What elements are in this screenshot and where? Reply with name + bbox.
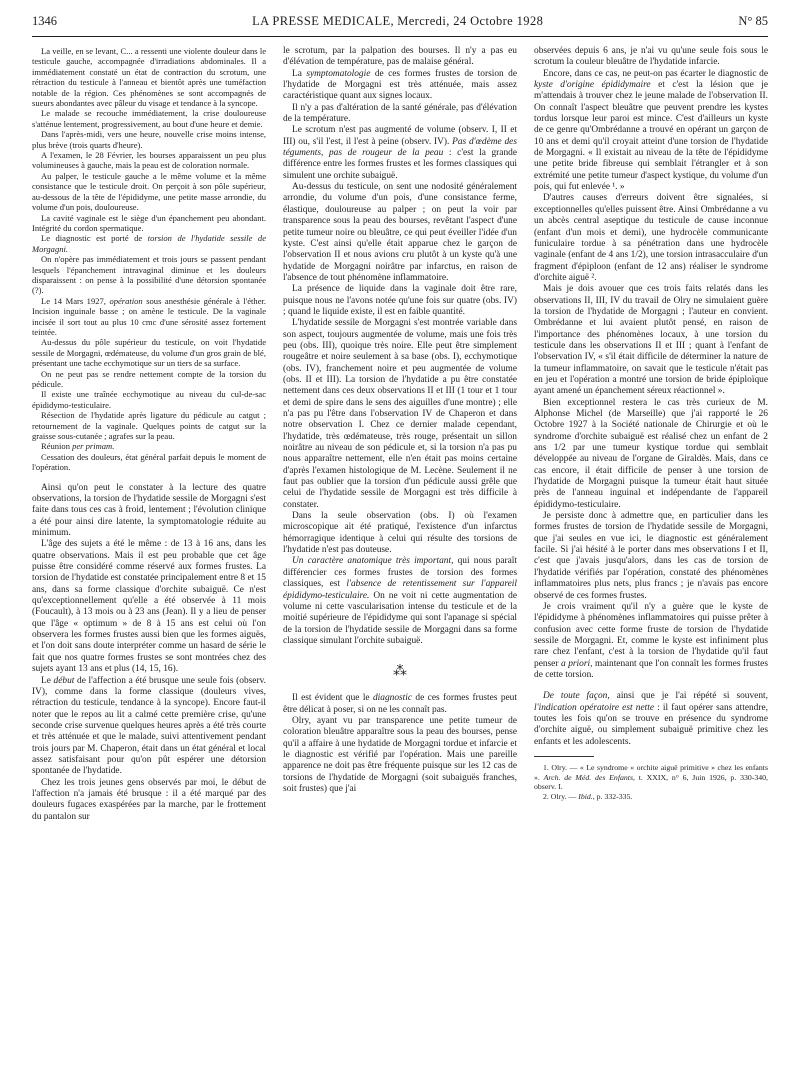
text-run: sous anesthésie générale à l'éther. Incision inguinale basse ; on amène le testicule. De la vaginale incisée il sort tout au plus 10 cmc d'une sérosité assez fortement teintée. <box>32 295 266 337</box>
paragraph: Au-dessus du pôle supérieur du testicule, on voit l'hydatide sessile de Morgagni, œdémateuse, du volume d'un gros grain de blé, présentant une tache ecchymotique sur un tiers de sa surface. <box>32 337 266 369</box>
text-run: Le scrotum n'est pas augmenté de volume (observ. I, II et III) ou, s'il l'est, il l'est à peine (observ. IV). <box>283 125 517 147</box>
paragraph <box>32 441 266 451</box>
text-run: La <box>292 68 307 79</box>
header-rule <box>32 36 768 37</box>
paragraph: Il n'y a pas d'altération de la santé générale, pas d'élévation de la température. <box>283 102 517 125</box>
paragraph: La cavité vaginale est le siège d'un épanchement peu abondant. Intégrité du cordon spermatique. <box>32 212 266 233</box>
footnote <box>534 763 768 792</box>
text-run: de ces formes frustes de torsion de l'hydatide de Morgagni est très atténuée, mais assez caractéristique quant aux signes locaux. <box>283 68 517 102</box>
italic-run: symptomatologie <box>306 68 371 79</box>
text-run: Le 14 Mars 1927, <box>41 295 110 306</box>
text-run: Encore, dans ce cas, ne peut-on pas écarter le diagnostic de <box>543 68 768 79</box>
italic-run: kyste d'origine épididymaire <box>534 80 651 91</box>
paragraph: A l'examen, le 28 Février, les bourses apparaissent un peu plus volumineuses à gauche, mais la peau est de coloration normale. <box>32 150 266 171</box>
text-run: Il est évident que le <box>292 693 373 704</box>
paragraph: Cessation des douleurs, état général parfait depuis le moment de l'opération. <box>32 451 266 473</box>
text-run: et c'est la lésion que je m'attendais à trouver chez le jeune malade de l'observation II. On connaît l'aspect bleuâtre que peuvent prendre les kystes tordus lorsque leur paroi est mince. C'est d'ailleurs un kyste de ce genre qu'Ombrédanne a trouvé en opérant un garçon de 10 ans et demi qu'il croyait atteint d'une torsion de l'hydatide de Morgagni. « Il existait au niveau de la tête de l'épididyme une petite bride fibreuse qui semblait l'étrangler et à son extrémité une petite tumeur d'aspect kystique, du volume d'un pois, qui fut enlevée ¹. » <box>534 80 768 193</box>
issue-date: Mercredi, 24 Octobre 1928 <box>397 14 544 28</box>
paragraph: Au-dessus du testicule, on sent une nodosité généralement arrondie, du volume d'un pois, d'une consistance ferme, élastique, douloureuse au palper ; on peut la voir par transparence sous la peau des bourses, revêtant l'aspect d'une petite tumeur noire ou bleuâtre, ce qui peut éveiller l'idée d'un kyste. C'est ainsi qu'elle était apparue chez le garçon de l'observation II et nous avions cru plutôt à un kyste qu'à une hydatide de Morgagni noirâtre par infarctus, en raison de l'absence de tout phénomène inflammatoire. <box>283 182 517 283</box>
italic-run: torsion de l'hydatide sessile de Morgagni. <box>32 233 267 254</box>
paragraph: Ainsi qu'on peut le constater à la lecture des quatre observations, la torsion de l'hydatide sessile de Morgagni s'est faite dans tous ces cas à froid, lentement ; l'évolution clinique a été pour ainsi dire latente, la symptomatologie réduite au minimum. <box>32 482 266 539</box>
column-1 <box>32 46 266 823</box>
column-2 <box>283 46 517 795</box>
text-run: Je crois vraiment qu'il n'y a guère que le kyste de l'épididyme à phénomènes inflammatoires qui puisse prêter à confusion avec cette forme fruste de torsion de l'hydatide sessile de Morgagni. Et, comme le kyste est infiniment plus rare chez l'enfant, c'est à la torsion de l'hydatide qu'il faut penser <box>534 601 768 669</box>
text-run: 2. Olry. — <box>543 791 579 801</box>
observation-text <box>32 46 266 473</box>
journal-title <box>252 14 543 29</box>
text-run: 1. Olry. — « Le syndrome « orchite aiguë primitive » chez les enfants ». <box>534 762 768 782</box>
text-run: On ne voit ni cette augmentation de volume ni cette vascularisation intense du testicule et de la moitié supérieure de l'épididyme qui sont l'apanage si spécial de la torsion de l'hydatide sessile de Morgagni dans sa forme classique simulant l'orchite subaiguë. <box>283 590 517 646</box>
paragraph: On n'opère pas immédiatement et trois jours se passent pendant lesquels l'épanchement intravaginal diminue et les douleurs disparaissent : on pense à la possibilité d'une détorsion spontanée (?). <box>32 254 266 296</box>
italic-run: Un caractère anatomique très important, <box>292 556 454 567</box>
paragraph: La présence de liquide dans la vaginale doit être rare, puisque nous ne l'avons notée qu'une fois sur quatre (obs. IV) ; quand le liquide existe, il est en faible quantité. <box>283 284 517 317</box>
text-run: maintenant que l'on connaît les formes frustes de cette torsion. <box>534 658 768 680</box>
paragraph <box>283 556 517 647</box>
column-3 <box>534 46 768 801</box>
footnote <box>534 792 768 802</box>
text-run: Réunion <box>41 441 73 452</box>
paragraph <box>534 602 768 681</box>
paragraph: Bien exceptionnel restera le cas très curieux de M. Alphonse Michel (de Marseille) que j'ai rapporté le 26 Octobre 1927 à la Société nationale de Chirurgie et où le syndrome d'orchite subaiguë est réalisé chez un enfant de 2 ans 1/2 par une tumeur kystique tordue qui semblait développée au niveau de l'organe de Giraldès. Mais, dans ce cas encore, il était difficile de penser à une torsion de l'hydatide de Morgagni puisque la tumeur était haut située près de l'anneau inguinal et indépendante de l'appareil épididymo-testiculaire. <box>534 397 768 510</box>
paragraph: Je persiste donc à admettre que, en particulier dans les formes frustes de torsion de l'hydatide sessile de Morgagni, que j'ai seules en vue ici, le diagnostic est généralement facile. Si j'ai hésité à le porter dans mes observations I et II, c'est que j'avais jusqu'alors, dans les cas de torsion de l'hydatide vérifiés par l'opération, constaté des phénomènes inflammatoires plus nets, plus francs ; je n'avais pas encore observé de ces formes frustes. <box>534 511 768 601</box>
italic-run: opération <box>109 295 143 306</box>
italic-run: diagnostic <box>372 693 413 704</box>
section-separator: ⁂ <box>393 664 407 680</box>
paragraph <box>283 69 517 103</box>
page-number: 1346 <box>32 14 57 28</box>
text-run: p. 332-335. <box>594 791 633 801</box>
italic-run: l'absence de retentissement sur l'appareil épididymo-testiculaire. <box>283 579 517 601</box>
paragraph <box>534 691 768 748</box>
italic-run: Arch. de Méd. des Enfants, <box>543 772 635 782</box>
issue-number: N° 85 <box>738 14 768 28</box>
text-run: t. XXIX, n° 6, Juin 1926, p. 330-340, observ. I. <box>534 772 768 792</box>
paragraph: L'âge des sujets a été le même : de 13 à 16 ans, dans les quatre observations. Mais il est peu probable que cet âge puisse être considéré comme réservé aux formes frustes. La torsion de l'hydatide est constatée principalement entre 8 et 15 ans, dans sa forme classique d'orchite subaiguë. Ce n'est qu'exceptionnellement qu'elle a été observée à 11 mois (Foucault), à 13 mois ou à 23 ans (Jean). Il y a lieu de penser que l'âge « optimum » de 8 à 15 ans est celui où l'on observera les formes frustes aussi bien que les formes aiguës, et l'on doit sans doute interpréter comme un hasard de série le fait que nos quatre formes frustes se sont montrées chez des sujets ayant 13 ans et plus (14, 15, 16). <box>32 539 266 675</box>
paragraph: Dans la seule observation (obs. I) où l'examen microscopique ait été pratiqué, l'existence d'un infarctus hémorragique identique à celui qui résulte des torsions de l'hydatide n'est pas douteuse. <box>283 511 517 556</box>
spacer <box>534 681 768 691</box>
paragraph: La veille, en se levant, C... a ressenti une violente douleur dans le testicule gauche, accompagnée d'irradiations abdominales. Il a immédiatement constaté un état de contraction du scrotum, une rétraction du testicule à l'anneau et bientôt après une tuméfaction notable de la région. Ces phénomènes se sont accompagnés de sueurs abondantes avec pâleur du visage et tendance à la syncope. <box>32 46 266 109</box>
italic-run: per primam. <box>72 441 115 452</box>
paragraph: Olry, ayant vu par transparence une petite tumeur de coloration bleuâtre apparaître sous la peau des bourses, pense qu'il a affaire à une hydatide de Morgagni tordue et infarcie et le diagnostic est vérifié par l'opération. Mais une pareille apparence ne doit pas être fréquente puisque sur les 12 cas de torsions de l'hydatide de Morgagni (soit subaiguës franches, soit frustes) que j'ai <box>283 715 517 794</box>
footnote-rule <box>534 756 594 757</box>
italic-run: Pas d'œdème des téguments, pas de rougeur de la peau <box>283 136 517 159</box>
paragraph <box>32 233 266 254</box>
paragraph: Chez les trois jeunes gens observés par moi, le début de l'affection n'a jamais été brusque : il a été marqué par des douleurs fugaces exaspérées par la marche, par le frottement du pantalon sur <box>32 777 266 822</box>
spacer <box>32 473 266 483</box>
italic-run: De toute façon, <box>543 691 610 702</box>
paragraph: L'hydatide sessile de Morgagni s'est montrée variable dans son aspect, toujours augmentée de volume, mais une fois très peu (obs. III), quoique très noire. Elle peut être simplement rougeâtre et noire seulement à sa base (obs. I), ecchymotique (obs. IV), franchement noire et peu augmentée de volume (obs. II et III). La torsion de l'hydatide a pu être constatée nettement dans ces deux observations II et III (1 tour et 1 tour et demi de spire dans le sens des aiguilles d'une montre) ; elle n'a pas pu l'être dans l'observation IV de Chaperon et dans notre observation I. Chez ce dernier malade cependant, l'hydatide, très œdémateuse, très rouge, présentait un sillon noirâtre au niveau de son pédicule et, si la torsion n'a pas pu nous apparaître nettement, elle n'en était pas moins certaine d'après l'examen histologique de M. Lecène. Seulement il ne faut pas oublier que la torsion d'un pédicule aussi grêle que celui de l'hydatide sessile de Morgagni est très difficile à constater. <box>283 318 517 510</box>
text-run: : il faut opérer sans attendre, toutes les fois qu'on se trouve en présence du syndrome d'orchite aiguë, ou simplement subaiguë primitive chez les enfants et les adolescents. <box>534 702 768 747</box>
paragraph: Le malade se recouche immédiatement, la crise douloureuse s'atténue lentement, progressivement, au bout d'une heure et demie. <box>32 108 266 129</box>
paragraph: On ne peut pas se rendre nettement compte de la torsion du pédicule. <box>32 368 266 389</box>
paragraph <box>534 69 768 194</box>
paragraph: Dans l'après-midi, vers une heure, nouvelle crise moins intense, plus brève (trois quarts d'heure). <box>32 129 266 150</box>
paragraph <box>283 125 517 182</box>
paragraph: Il existe une traînée ecchymotique au niveau du cul-de-sac épididymo-testiculaire. <box>32 389 266 410</box>
text-run: de l'affection a été brusque une seule fois (observ. IV), comme dans la forme classique (douleurs vives, rétraction du testicule, tendance à la syncope). Encore faut-il noter que le repos au lit a calmé cette première crise, qu'une seconde crise survenue quelques heures après a été très courte et très atténuée et que le malade, suivi attentivement pendant trois jours par M. Chaperon, était dans un état général et local assez satisfaisant pour qu'on pût espérer une détorsion spontanée de l'hydatide. <box>32 675 267 777</box>
paragraph <box>32 296 266 338</box>
paragraph: Au palper, le testicule gauche a le même volume et la même consistance que le testicule droit. On perçoit à son pôle supérieur, au-dessous de la tête de l'épididyme, une petite masse arrondie, du volume d'un pois, douloureuse. <box>32 170 266 213</box>
italic-run: a priori, <box>561 658 593 669</box>
text-run: Le diagnostic est porté de <box>41 233 148 244</box>
footnotes <box>534 763 768 801</box>
page-header <box>32 14 768 34</box>
journal-name: LA PRESSE MEDICALE, <box>252 14 395 28</box>
text-run: de ces formes frustes peut être délicat à poser, si on ne les connaît pas. <box>283 693 517 715</box>
italic-run: début <box>53 675 75 686</box>
paragraph: observées depuis 6 ans, je n'ai vu qu'une seule fois sous le scrotum la couleur bleuâtre de l'hydatide infarcie. <box>534 46 768 68</box>
paragraph <box>32 676 266 778</box>
paragraph: Résection de l'hydatide après ligature du pédicule au catgut ; retournement de la vaginale. Quelques points de catgut sur la graisse sous-cutanée ; agrafes sur la peau. <box>32 410 266 442</box>
paragraph: le scrotum, par la palpation des bourses. Il n'y a pas eu d'élévation de température, pas de malaise général. <box>283 46 517 68</box>
text-run: Le <box>41 675 54 686</box>
paragraph: Mais je dois avouer que ces trois faits relatés dans les observations II, III, IV du travail de Olry ne simulaient guère la torsion de l'hydatide de Morgagni ; l'auteur en convient. Ombrédanne et lui avaient plutôt pensé, en raison de l'importance des phénomènes locaux, à une torsion du testicule dans les observations II et III ; quant à l'enfant de l'observation IV, « s'il était difficile de déterminer la nature de la tumeur inflammatoire, on savait que le testicule n'était pas en jeu et l'opération a montré une torsion de bride épiploïque ayant amené un épanchement séreux réactionnel ». <box>534 284 768 397</box>
paragraph: D'autres causes d'erreurs doivent être signalées, si exceptionnelles qu'elles puissent être. Ainsi Ombrédanne a vu un abcès central aseptique du testicule de cause inconnue (enfant d'un mois et demi), une hydrocèle communicante funiculaire tordue à sa pénétration dans une hydrocèle vaginale (enfant de 4 ans 1/2), une torsion intrasacculaire d'un fragment d'épiploon (enfant de 12 ans) réaliser le syndrome d'orchite aiguë ². <box>534 193 768 283</box>
text-run: : c'est la grande différence entre les formes frustes et les formes classiques qui simulent une orchite subaiguë. <box>283 148 517 181</box>
italic-run: l'indication opératoire est nette <box>534 702 654 713</box>
italic-run: Ibid., <box>578 791 595 801</box>
text-run: qui nous paraît différencier ces formes frustes de torsion des formes classiques, est <box>283 556 517 590</box>
text-run: ainsi que je l'ai répété si souvent, <box>609 691 768 702</box>
paragraph <box>283 693 517 716</box>
